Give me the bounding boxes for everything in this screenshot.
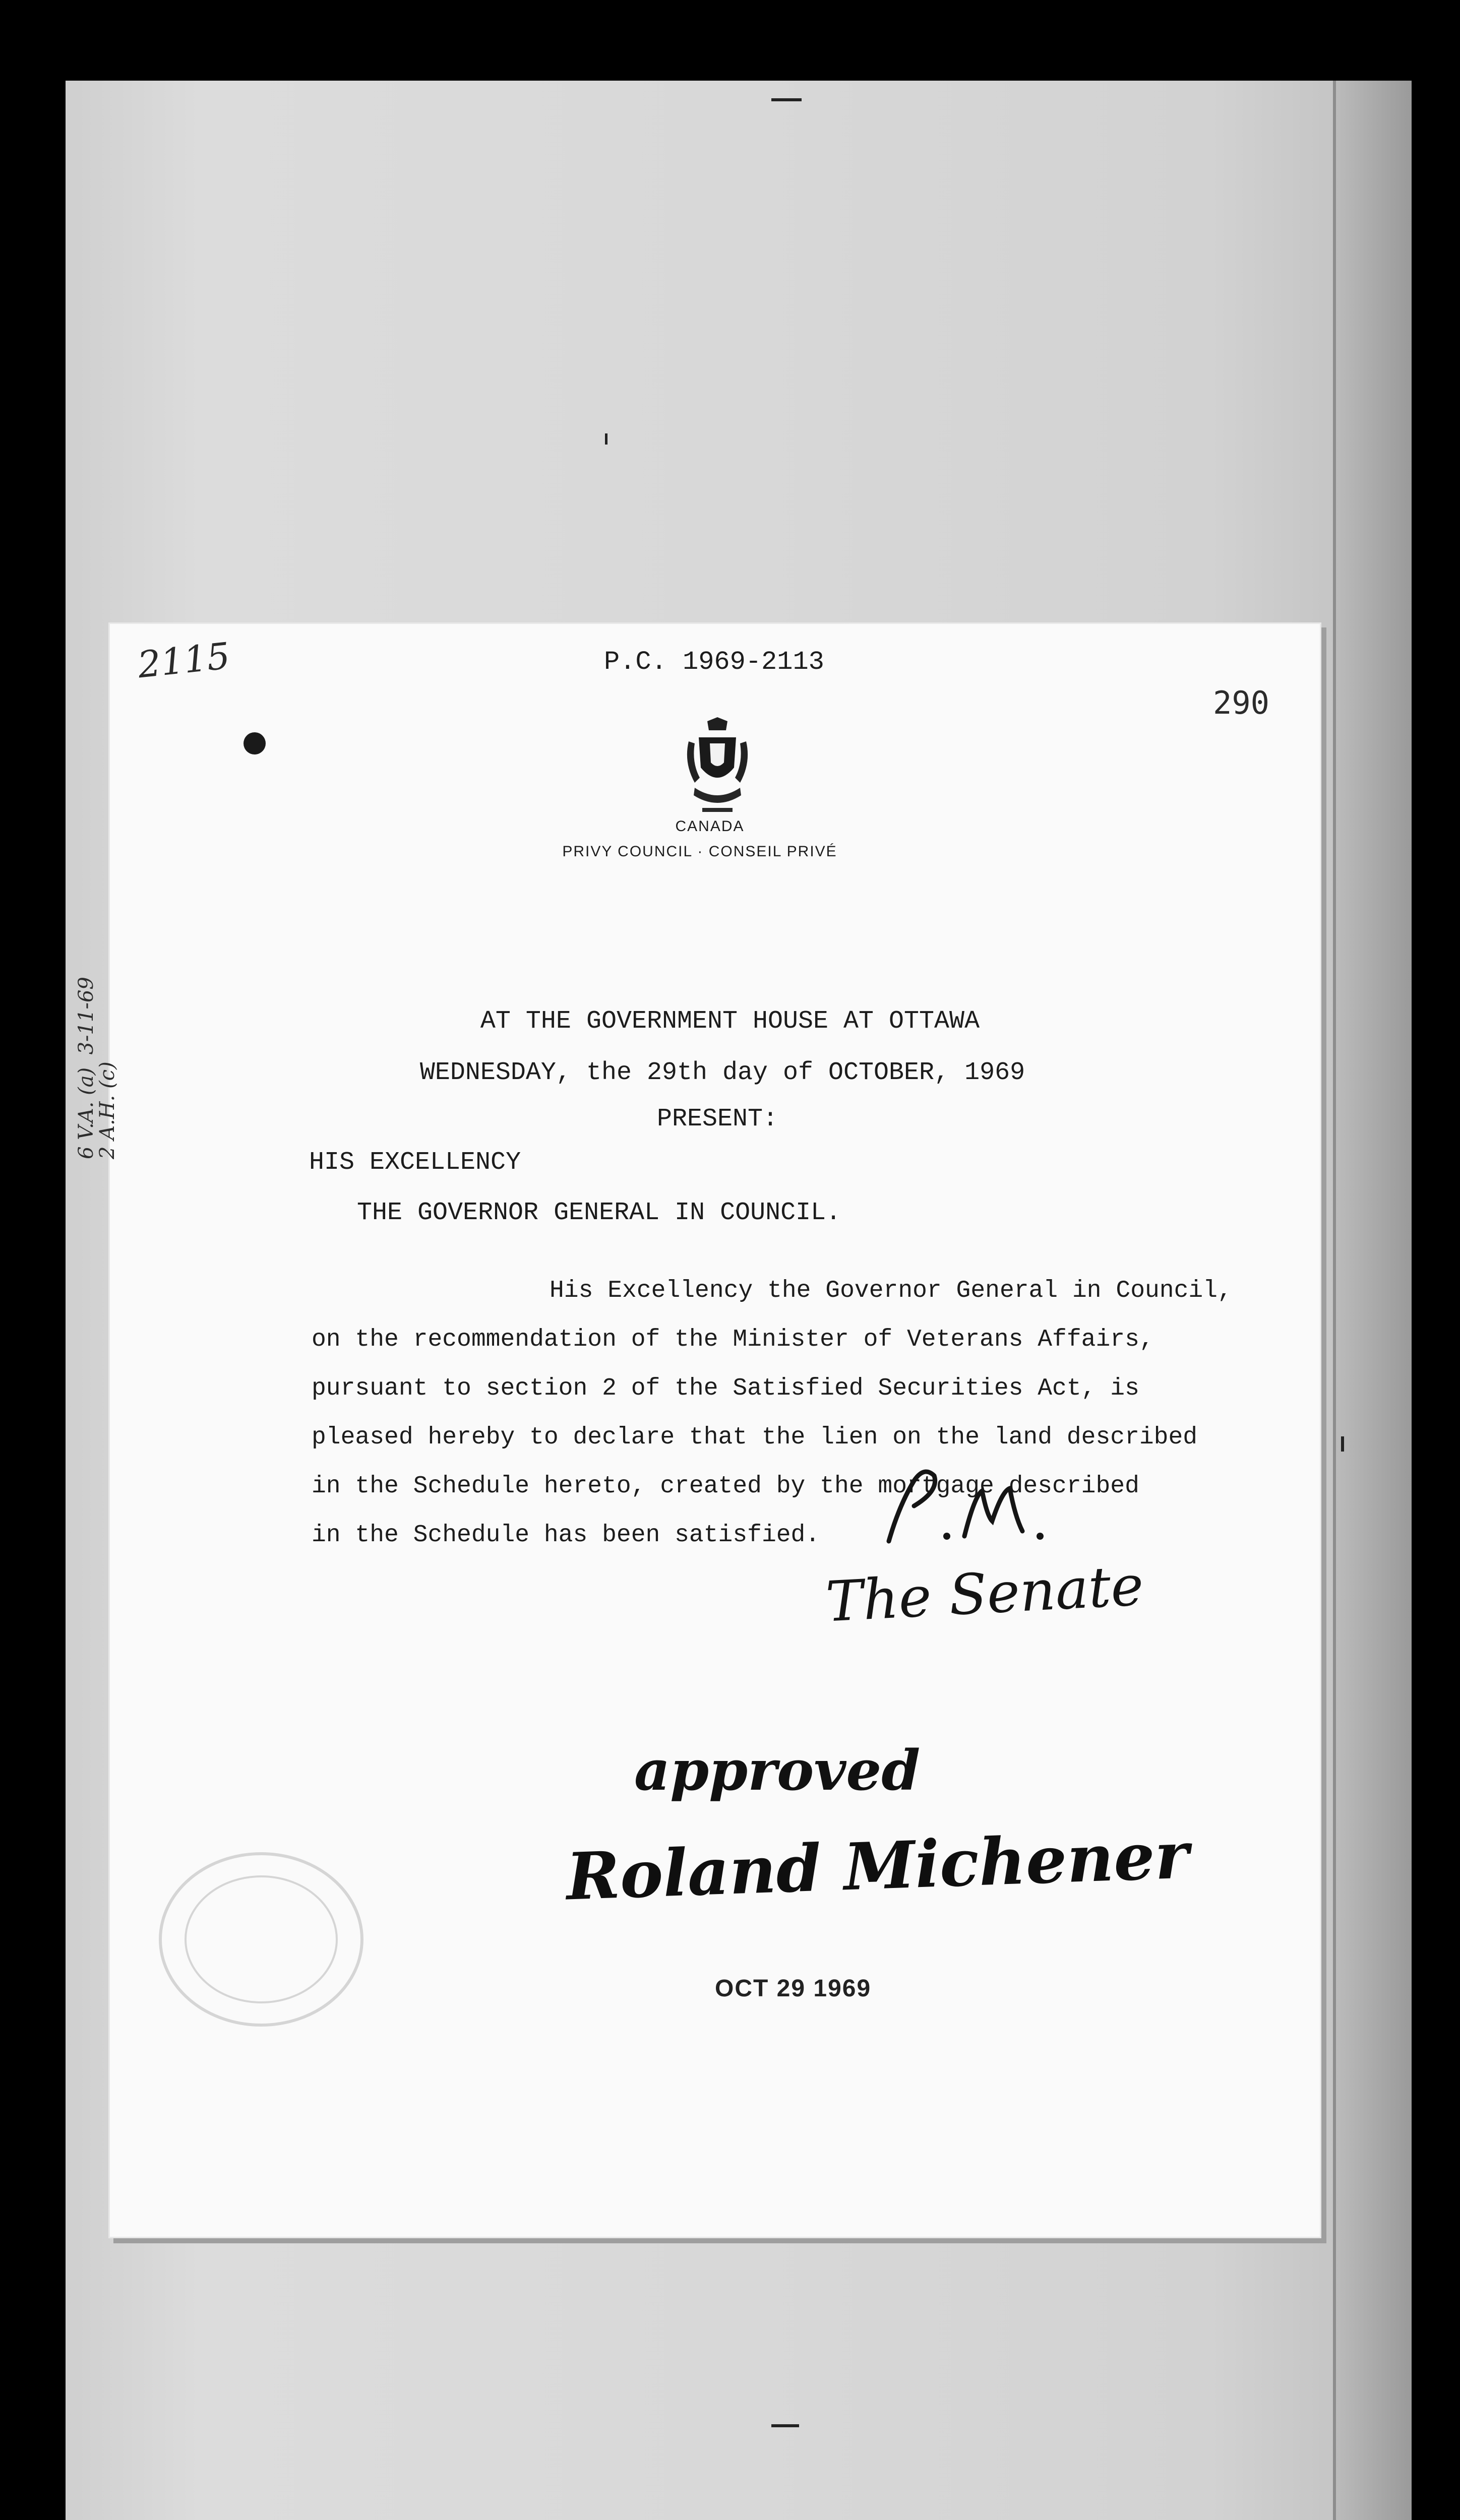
present-label: PRESENT: <box>656 1105 778 1133</box>
date-line: WEDNESDAY, the 29th day of OCTOBER, 1969 <box>419 1058 1025 1087</box>
governor-general-signature: Roland Michener <box>565 1817 1190 1915</box>
punch-hole-icon <box>244 732 266 754</box>
handwritten-margin-note: 6 V.A. (a) 3-11-69 2 A.H. (c) <box>75 977 119 1159</box>
handwritten-file-number: 2115 <box>136 634 232 686</box>
body-line: in the Schedule has been satisfied. <box>312 1522 820 1549</box>
frame-tick-small <box>605 433 607 445</box>
country-heading: CANADA <box>675 818 745 835</box>
frame-tick-top <box>771 98 802 101</box>
order-in-council-number: P.C. 1969-2113 <box>604 647 824 677</box>
handwritten-the-senate: The Senate <box>824 1553 1145 1634</box>
film-edge-strip <box>1333 81 1412 2520</box>
handwritten-approved: approved <box>634 1738 921 1803</box>
addressee-line-1: HIS EXCELLENCY <box>309 1148 521 1177</box>
privy-council-heading: PRIVY COUNCIL · CONSEIL PRIVÉ <box>562 843 837 860</box>
body-line: in the Schedule hereto, created by the mortgage described <box>312 1473 1139 1500</box>
addressee-line-2: THE GOVERNOR GENERAL IN COUNCIL. <box>357 1199 841 1227</box>
frame-tick-bottom <box>771 2424 799 2427</box>
page-number: 290 <box>1213 684 1269 721</box>
body-line: on the recommendation of the Minister of Veterans Affairs, <box>312 1326 1154 1353</box>
frame-tick-right <box>1341 1436 1344 1452</box>
document-sheet <box>108 622 1321 2238</box>
handwritten-initials <box>879 1461 1050 1546</box>
faint-seal-impression <box>150 1844 372 2035</box>
date-stamp: OCT 29 1969 <box>715 1975 872 2002</box>
location-line: AT THE GOVERNMENT HOUSE AT OTTAWA <box>480 1007 980 1036</box>
body-line: His Excellency the Governor General in Council, <box>550 1277 1232 1304</box>
canada-coat-of-arms-icon <box>680 717 755 818</box>
body-line: pursuant to section 2 of the Satisfied Securities Act, is <box>312 1375 1139 1402</box>
body-line: pleased hereby to declare that the lien on the land described <box>312 1424 1198 1451</box>
order-body-paragraph <box>312 1267 1232 1560</box>
